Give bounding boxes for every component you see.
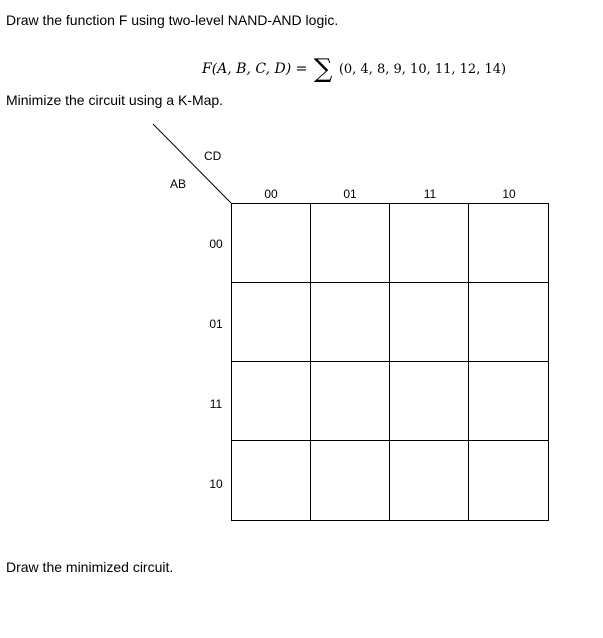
kmap-cell[interactable] bbox=[390, 283, 469, 362]
kmap-cell[interactable] bbox=[232, 283, 311, 362]
equation-minterms: (0, 4, 8, 9, 10, 11, 12, 14) bbox=[338, 62, 507, 77]
kmap-cell[interactable] bbox=[311, 283, 390, 362]
instruction-draw-circuit: Draw the minimized circuit. bbox=[6, 559, 174, 575]
instruction-nand-and: Draw the function F using two-level NAND-AND logic. bbox=[6, 12, 339, 28]
kmap-col-label: 01 bbox=[343, 187, 357, 201]
kmap-col-label: 10 bbox=[502, 187, 516, 201]
kmap-row-variable: AB bbox=[170, 177, 187, 191]
kmap-col-label: 00 bbox=[264, 187, 278, 201]
kmap-row-label: 01 bbox=[209, 317, 223, 331]
kmap-cell[interactable] bbox=[311, 204, 390, 283]
kmap-row-label: 10 bbox=[209, 477, 223, 491]
kmap-cell[interactable] bbox=[232, 204, 311, 283]
kmap-cell[interactable] bbox=[469, 441, 548, 520]
kmap-row-label: 11 bbox=[209, 397, 223, 411]
kmap-cell[interactable] bbox=[390, 441, 469, 520]
kmap-cell[interactable] bbox=[311, 362, 390, 441]
kmap-grid bbox=[231, 203, 549, 521]
instruction-kmap: Minimize the circuit using a K-Map. bbox=[6, 92, 224, 108]
kmap-cell[interactable] bbox=[232, 441, 311, 520]
kmap-col-variable: CD bbox=[204, 149, 222, 163]
kmap-cell[interactable] bbox=[469, 283, 548, 362]
kmap-col-label: 11 bbox=[423, 187, 437, 201]
sigma-icon: ∑ bbox=[313, 54, 333, 84]
kmap-cell[interactable] bbox=[469, 204, 548, 283]
equation-lhs: F(A, B, C, D) = bbox=[202, 61, 308, 77]
kmap-cell[interactable] bbox=[232, 362, 311, 441]
kmap-row-label: 00 bbox=[209, 237, 223, 251]
kmap-cell[interactable] bbox=[469, 362, 548, 441]
kmap-cell[interactable] bbox=[311, 441, 390, 520]
kmap-cell[interactable] bbox=[390, 204, 469, 283]
kmap-cell[interactable] bbox=[390, 362, 469, 441]
